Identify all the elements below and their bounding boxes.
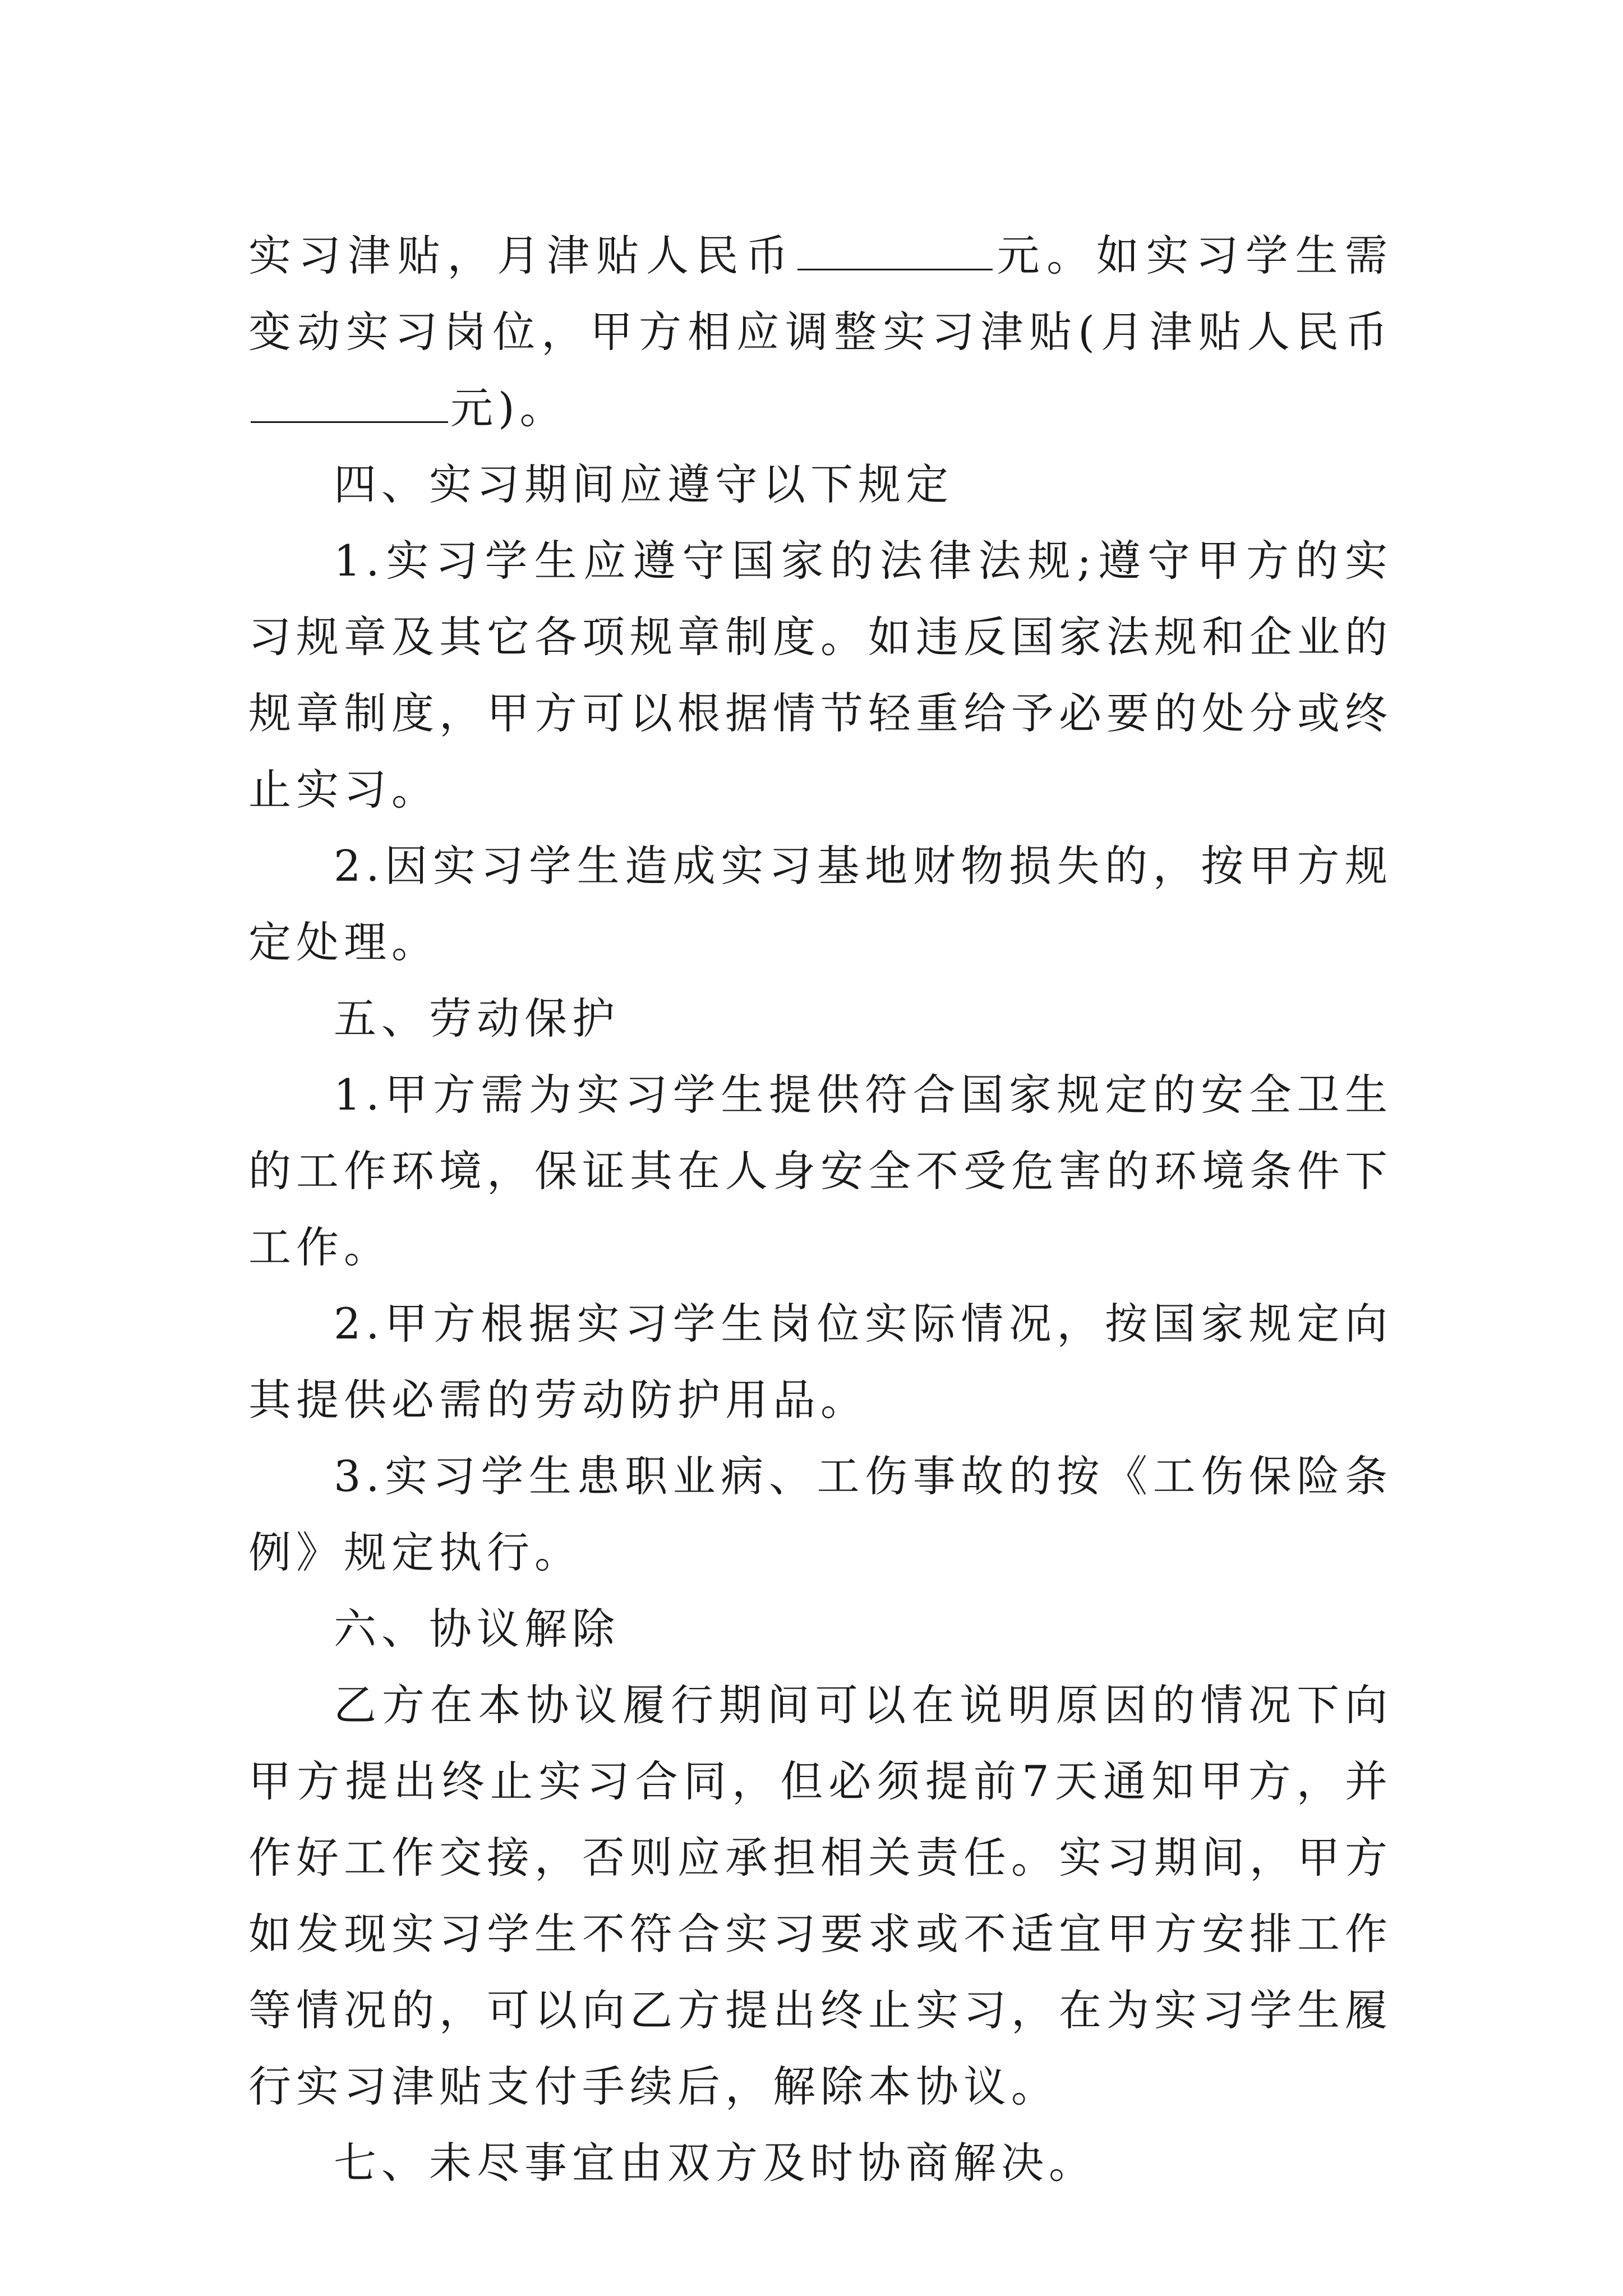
section-5-item-1: 1.甲方需为实习学生提供符合国家规定的安全卫生的工作环境，保证其在人身安全不受危害的环境条件下工作。: [248, 1070, 1393, 1272]
section-heading-4: 四、实习期间应遵守以下规定: [334, 459, 953, 509]
section-6-body: 乙方在本协议履行期间可以在说明原因的情况下向甲方提出终止实习合同，但必须提前7天通知甲方，并作好工作交接，否则应承担相关责任。实习期间，甲方如发现实习学生不符合实习要求或不适宜甲方安排工作等情况的，可以向乙方提出终止实习，在为实习学生履行实习津贴支付手续后，解除本协议。: [248, 1680, 1393, 2111]
section-5-item-2: 2.甲方根据实习学生岗位实际情况，按国家规定向其提供必需的劳动防护用品。: [248, 1299, 1393, 1425]
allowance-amount-blank: [797, 268, 993, 270]
allowance-text-start: 实习津贴，月津贴人民币: [248, 231, 795, 280]
adjusted-allowance-blank: [251, 421, 448, 423]
section-heading-6: 六、协议解除: [334, 1604, 620, 1654]
allowance-text-middle: 元。如实习学生需变动实习岗位，甲方相应调整实习津贴(月津贴人民币: [248, 231, 1393, 357]
allowance-text-end: 元)。: [450, 383, 568, 433]
allowance-paragraph: [248, 218, 1393, 447]
document-body: [248, 218, 1393, 2201]
section-heading-5: 五、劳动保护: [334, 993, 620, 1043]
section-5-item-3: 3.实习学生患职业病、工伤事故的按《工伤保险条例》规定执行。: [248, 1451, 1393, 1577]
section-4-item-2: 2.因实习学生造成实习基地财物损失的，按甲方规定处理。: [248, 841, 1393, 967]
section-heading-7: 七、未尽事宜由双方及时协商解决。: [334, 2138, 1096, 2188]
section-4-item-1: 1.实习学生应遵守国家的法律法规;遵守甲方的实习规章及其它各项规章制度。如违反国家法规和企业的规章制度，甲方可以根据情节轻重给予必要的处分或终止实习。: [248, 536, 1393, 815]
